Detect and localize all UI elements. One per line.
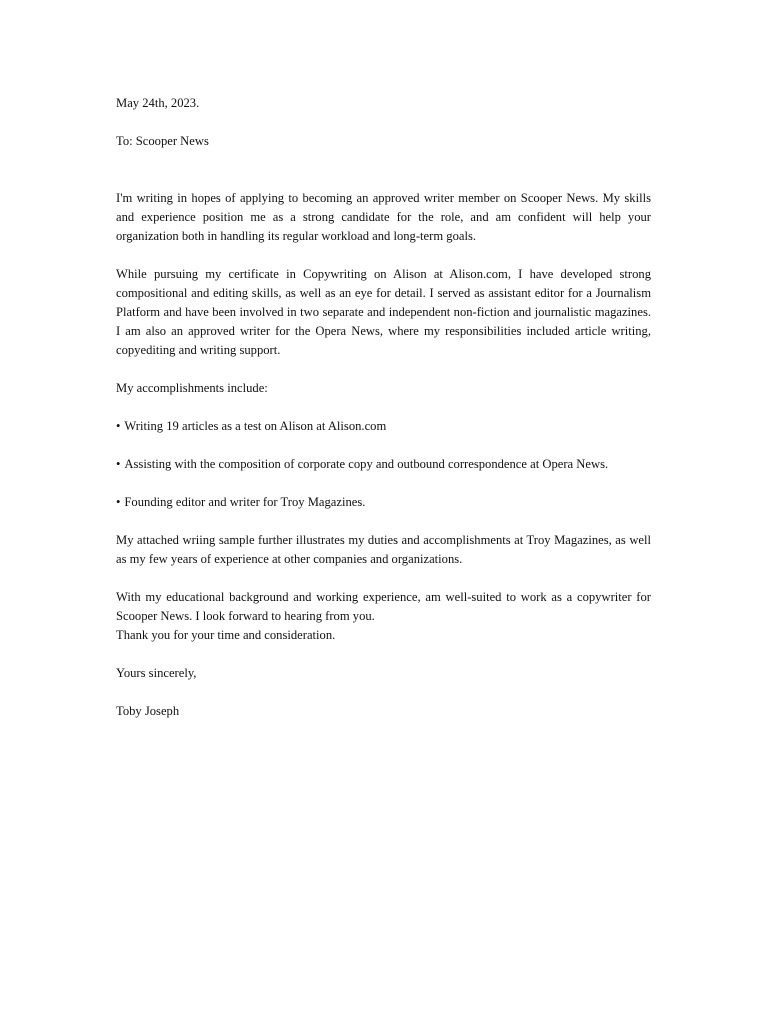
bullet-icon: • [116,419,121,433]
paragraph-suitability: With my educational background and working experience, am well-suited to work as a copywriter for Scooper News. I look forward to hearing from you. [116,590,651,623]
accomplishment-item [116,417,651,436]
accomplishment-text: Founding editor and writer for Troy Magazines. [124,495,366,509]
cover-letter [116,94,651,740]
closing-line: Yours sincerely, [116,666,197,680]
accomplishment-item [116,455,651,474]
bullet-icon: • [116,495,121,509]
accomplishment-text: Writing 19 articles as a test on Alison at Alison.com [124,419,387,433]
thanks-line: Thank you for your time and consideration. [116,628,336,642]
letter-date: May 24th, 2023. [116,96,200,110]
accomplishment-text: Assisting with the composition of corporate copy and outbound correspondence at Opera News. [124,457,609,471]
signature-name: Toby Joseph [116,704,180,718]
accomplishments-intro: My accomplishments include: [116,381,268,395]
accomplishment-item [116,493,651,512]
letter-recipient: To: Scooper News [116,134,209,148]
paragraph-writing-sample: My attached wriing sample further illustrates my duties and accomplishments at Troy Magazines, as well as my few years of experience at other companies and organizations. [116,533,651,566]
bullet-icon: • [116,457,121,471]
paragraph-experience: While pursuing my certificate in Copywriting on Alison at Alison.com, I have developed strong compositional and editing skills, as well as an eye for detail. I served as assistant editor for a Journalism Platform and have been involved in two separate and independent non-fiction and journalistic magazines. I am also an approved writer for the Opera News, where my responsibilities included article writing, copyediting and writing support. [116,267,651,357]
paragraph-intro: I'm writing in hopes of applying to becoming an approved writer member on Scooper News. My skills and experience position me as a strong candidate for the role, and am confident will help your organization both in handling its regular workload and long-term goals. [116,191,651,243]
